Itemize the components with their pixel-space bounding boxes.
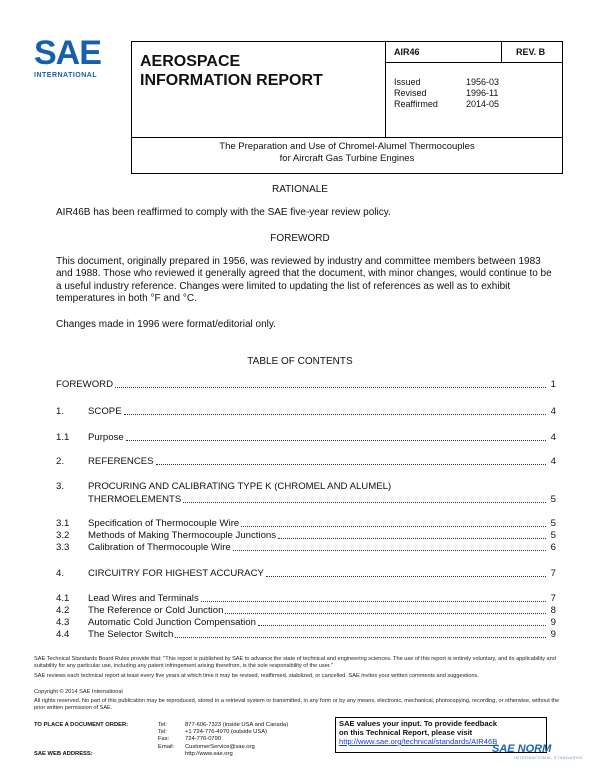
sae-logo	[34, 36, 116, 82]
toc-entry[interactable]	[56, 379, 556, 391]
sae-norm-subtitle: INTERNATIONAL STANDARDS	[514, 755, 583, 760]
tel-value: +1 724-776-4970 (outside USA)	[185, 729, 268, 736]
fax-label: Fax:	[158, 736, 170, 743]
toc-entry[interactable]	[56, 542, 556, 554]
toc-leader	[225, 613, 546, 614]
toc-number: 1.	[56, 406, 65, 417]
toc-number: 4.4	[56, 629, 70, 640]
web-link[interactable]: http://www.sae.org	[185, 750, 233, 757]
toc-leader	[233, 550, 546, 551]
toc-leader	[124, 414, 546, 415]
foreword-paragraph: This document, originally prepared in 1956, was reviewed by industry and committee members between 1983 and 1988. Those who reviewed it generally agreed that the document, with minor changes, would continue to be a useful industry reference. Changes were limited to updating the list of references as well as to exhibit temperatures in both °F and °C.	[56, 256, 552, 304]
foreword-heading: FOREWORD	[270, 233, 330, 244]
feedback-text: on this Technical Report, please visit	[339, 728, 473, 737]
fax-value: 724-776-0790	[185, 736, 222, 743]
date-label: Reaffirmed	[394, 99, 438, 109]
order-contacts	[34, 722, 288, 758]
toc-leader	[183, 502, 546, 503]
date-row	[394, 77, 499, 88]
toc-number: 3.1	[56, 518, 70, 529]
toc-entry[interactable]	[56, 518, 556, 530]
document-title	[131, 141, 563, 165]
toc-title: PROCURING AND CALIBRATING TYPE K (CHROMEL AND ALUMEL)	[88, 481, 392, 492]
toc-title: Lead Wires and Terminals	[88, 593, 199, 604]
toc-leader	[115, 387, 546, 388]
toc-page: 9	[550, 617, 556, 628]
order-label: TO PLACE A DOCUMENT ORDER:	[34, 722, 129, 728]
tel-value: 877-606-7323 (inside USA and Canada)	[185, 722, 289, 728]
toc-heading: TABLE OF CONTENTS	[247, 356, 353, 367]
header-divider	[501, 41, 502, 62]
toc-page: 4	[550, 406, 556, 417]
date-value: 1996-11	[466, 88, 499, 98]
toc-entry[interactable]	[56, 406, 556, 418]
toc-page: 5	[550, 518, 556, 529]
legal-notice: SAE Technical Standards Board Rules provide that: "This report is published by SAE to advance the state of technical and engineering sciences. The use of this report is entirely voluntary, and its applicability and suitability for any particular use, including any patent infringement arising therefrom, is the sole responsibility of the user."	[34, 656, 556, 669]
toc-page: 4	[550, 456, 556, 467]
toc-title: The Reference or Cold Junction	[88, 605, 224, 616]
toc-leader	[126, 440, 546, 441]
toc-page: 5	[550, 530, 556, 541]
toc-number: 3.2	[56, 530, 70, 541]
title-line: The Preparation and Use of Chromel-Alumel Thermocouples	[219, 141, 475, 152]
copyright: Copyright © 2014 SAE International	[34, 689, 123, 695]
toc-title: FOREWORD	[56, 379, 114, 390]
tel-label: Tel:	[158, 722, 168, 728]
toc-page: 7	[550, 593, 556, 604]
toc-page: 9	[550, 629, 556, 640]
toc-page: 4	[550, 432, 556, 443]
toc-entry[interactable]	[56, 605, 556, 617]
report-type-line: AEROSPACE	[140, 53, 241, 70]
toc-title: THERMOELEMENTS	[88, 494, 182, 505]
toc-title: Specification of Thermocouple Wire	[88, 518, 240, 529]
toc-page: 7	[550, 568, 556, 579]
toc-entry[interactable]	[56, 481, 556, 493]
toc-number: 4.	[56, 568, 65, 579]
toc-title: Automatic Cold Junction Compensation	[88, 617, 256, 628]
toc-leader	[266, 576, 546, 577]
toc-number: 1.1	[56, 432, 70, 443]
header-divider	[385, 41, 386, 138]
toc-leader	[258, 625, 546, 626]
web-label: SAE WEB ADDRESS:	[34, 750, 93, 757]
toc-page: 6	[550, 542, 556, 553]
feedback-text: SAE values your input. To provide feedback	[339, 719, 498, 728]
logo-subtitle: INTERNATIONAL	[34, 72, 98, 79]
toc-leader	[201, 601, 546, 602]
date-value: 1956-03	[466, 77, 500, 87]
toc-leader	[278, 538, 546, 539]
toc-entry[interactable]	[56, 593, 556, 605]
email-label: Email:	[158, 743, 175, 750]
date-row	[394, 99, 499, 110]
legal-notice: All rights reserved. No part of this publication may be reproduced, stored in a retrieval system or transmitted, in any form or by any means, electronic, mechanical, photocopying, recording, or otherwise, without the prior written permission of SAE.	[34, 698, 560, 711]
toc-number: 4.1	[56, 593, 70, 604]
toc-entry[interactable]	[56, 432, 556, 444]
toc-page: 5	[550, 494, 556, 505]
tel-label: Tel:	[158, 729, 168, 736]
toc-title: SCOPE	[88, 406, 122, 417]
toc-title: Methods of Making Thermocouple Junctions	[88, 530, 277, 541]
toc-entry[interactable]	[56, 568, 556, 580]
date-label: Issued	[394, 77, 421, 87]
toc-number: 2.	[56, 456, 65, 467]
toc-title: Calibration of Thermocouple Wire	[88, 542, 231, 553]
date-label: Revised	[394, 88, 427, 98]
feedback-link[interactable]: http://www.sae.org/technical/standards/AIR46B	[339, 737, 498, 746]
toc-page: 1	[550, 379, 556, 390]
sae-norm-watermark: SAE NORM	[492, 743, 552, 755]
toc-number: 4.2	[56, 605, 70, 616]
toc-number: 3.	[56, 481, 65, 492]
toc-number: 4.3	[56, 617, 70, 628]
logo-letters: SAE	[34, 34, 101, 72]
toc-page: 8	[550, 605, 556, 616]
date-value: 2014-05	[466, 99, 500, 109]
toc-number: 3.3	[56, 542, 70, 553]
revision: REV. B	[516, 47, 546, 57]
rationale-heading: RATIONALE	[272, 184, 328, 195]
email-value[interactable]: CustomerService@sae.org	[185, 743, 255, 750]
toc-entry[interactable]	[56, 617, 556, 629]
toc-leader	[156, 464, 546, 465]
toc-title: The Selector Switch	[88, 629, 174, 640]
toc-title: REFERENCES	[88, 456, 154, 467]
toc-entry[interactable]	[56, 494, 556, 506]
title-line: for Aircraft Gas Turbine Engines	[279, 153, 415, 164]
document-number: AIR46	[394, 47, 420, 57]
toc-leader	[175, 637, 546, 638]
report-type-line: INFORMATION REPORT	[140, 72, 323, 89]
date-table	[394, 77, 499, 110]
toc-title: CIRCUITRY FOR HIGHEST ACCURACY	[88, 568, 264, 579]
toc-entry[interactable]	[56, 629, 556, 641]
toc-leader	[241, 526, 546, 527]
foreword-paragraph: Changes made in 1996 were format/editorial only.	[56, 319, 276, 330]
report-type	[140, 52, 323, 90]
legal-notice: SAE reviews each technical report at least every five years at which time it may be revised, reaffirmed, stabilized, or cancelled. SAE invites your written comments and suggestions.	[34, 673, 479, 679]
toc-entry[interactable]	[56, 456, 556, 468]
rationale-text: AIR46B has been reaffirmed to comply with the SAE five-year review policy.	[56, 207, 391, 218]
toc-entry[interactable]	[56, 530, 556, 542]
date-row	[394, 88, 499, 99]
toc-title: Purpose	[88, 432, 124, 443]
header-divider	[385, 62, 563, 63]
